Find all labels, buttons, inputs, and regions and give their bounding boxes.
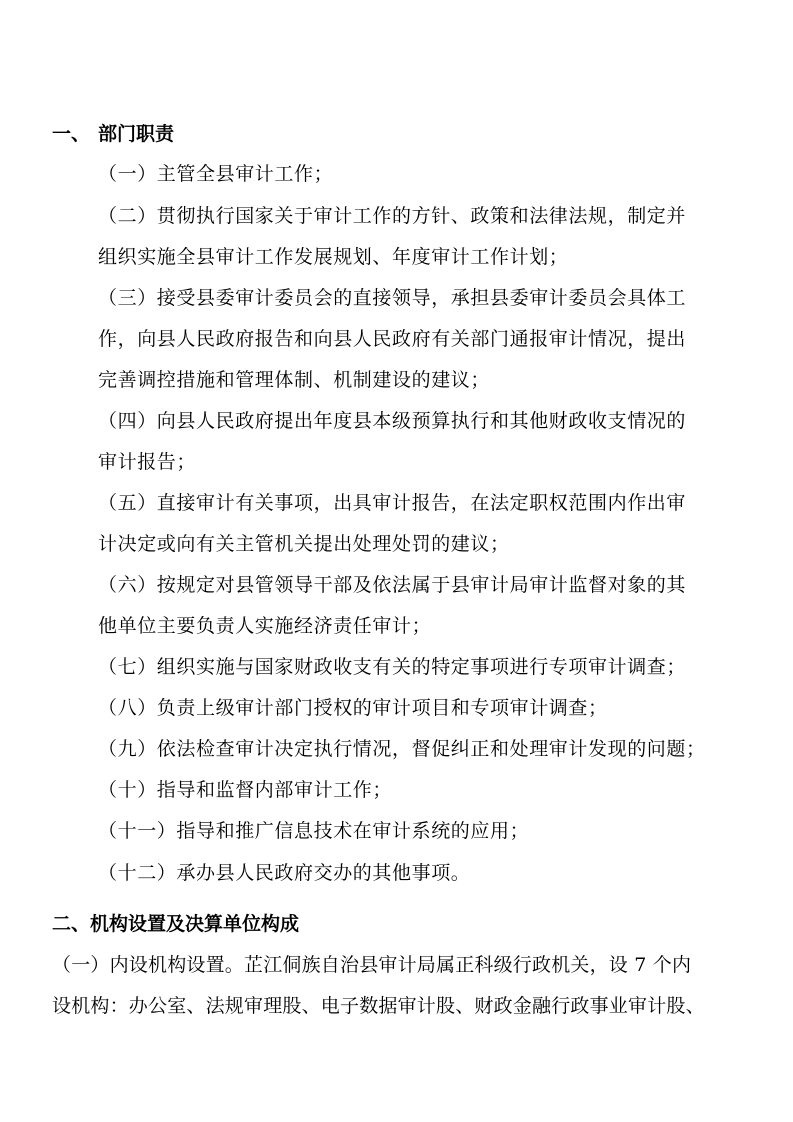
duty-line-11: （六）按规定对县管领导干部及依法属于县审计局审计监督对象的其 xyxy=(98,574,687,596)
duty-line-18: （十二）承办县人民政府交办的其他事项。 xyxy=(98,862,471,884)
duty-line-16: （十）指导和监督内部审计工作； xyxy=(98,779,393,801)
duty-line-2: （二）贯彻执行国家关于审计工作的方针、政策和法律法规，制定并 xyxy=(98,205,687,227)
duty-line-14: （八）负责上级审计部门授权的审计项目和专项审计调查； xyxy=(98,697,608,719)
section1-title: 部门职责 xyxy=(98,123,175,145)
duty-line-12: 他单位主要负责人实施经济责任审计； xyxy=(98,615,432,637)
org-line-1: （一）内设机构设置。芷江侗族自治县审计局属正科级行政机关，设 7 个内 xyxy=(52,954,692,976)
section1-heading xyxy=(52,122,174,146)
section1-number: 一、 xyxy=(52,123,91,145)
duty-line-3: 组织实施全县审计工作发展规划、年度审计工作计划； xyxy=(98,246,569,268)
duty-line-17: （十一）指导和推广信息技术在审计系统的应用； xyxy=(98,820,530,842)
duty-line-7: （四）向县人民政府提出年度县本级预算执行和其他财政收支情况的 xyxy=(98,410,687,432)
duty-line-1: （一）主管全县审计工作； xyxy=(98,163,334,185)
duty-line-9: （五）直接审计有关事项，出具审计报告，在法定职权范围内作出审 xyxy=(98,492,687,514)
section2-heading: 二、机构设置及决算单位构成 xyxy=(52,913,300,935)
org-line-2: 设机构：办公室、法规审理股、电子数据审计股、财政金融行政事业审计股、 xyxy=(52,995,705,1017)
duty-line-5: 作，向县人民政府报告和向县人民政府有关部门通报审计情况，提出 xyxy=(98,328,687,350)
duty-line-10: 计决定或向有关主管机关提出处理处罚的建议； xyxy=(98,533,510,555)
duty-line-4: （三）接受县委审计委员会的直接领导，承担县委审计委员会具体工 xyxy=(98,287,687,309)
duty-line-6: 完善调控措施和管理体制、机制建设的建议； xyxy=(98,369,491,391)
duty-line-13: （七）组织实施与国家财政收支有关的特定事项进行专项审计调查； xyxy=(98,656,687,678)
duty-line-8: 审计报告； xyxy=(98,451,197,473)
duty-line-15: （九）依法检查审计决定执行情况，督促纠正和处理审计发现的问题； xyxy=(98,738,706,760)
